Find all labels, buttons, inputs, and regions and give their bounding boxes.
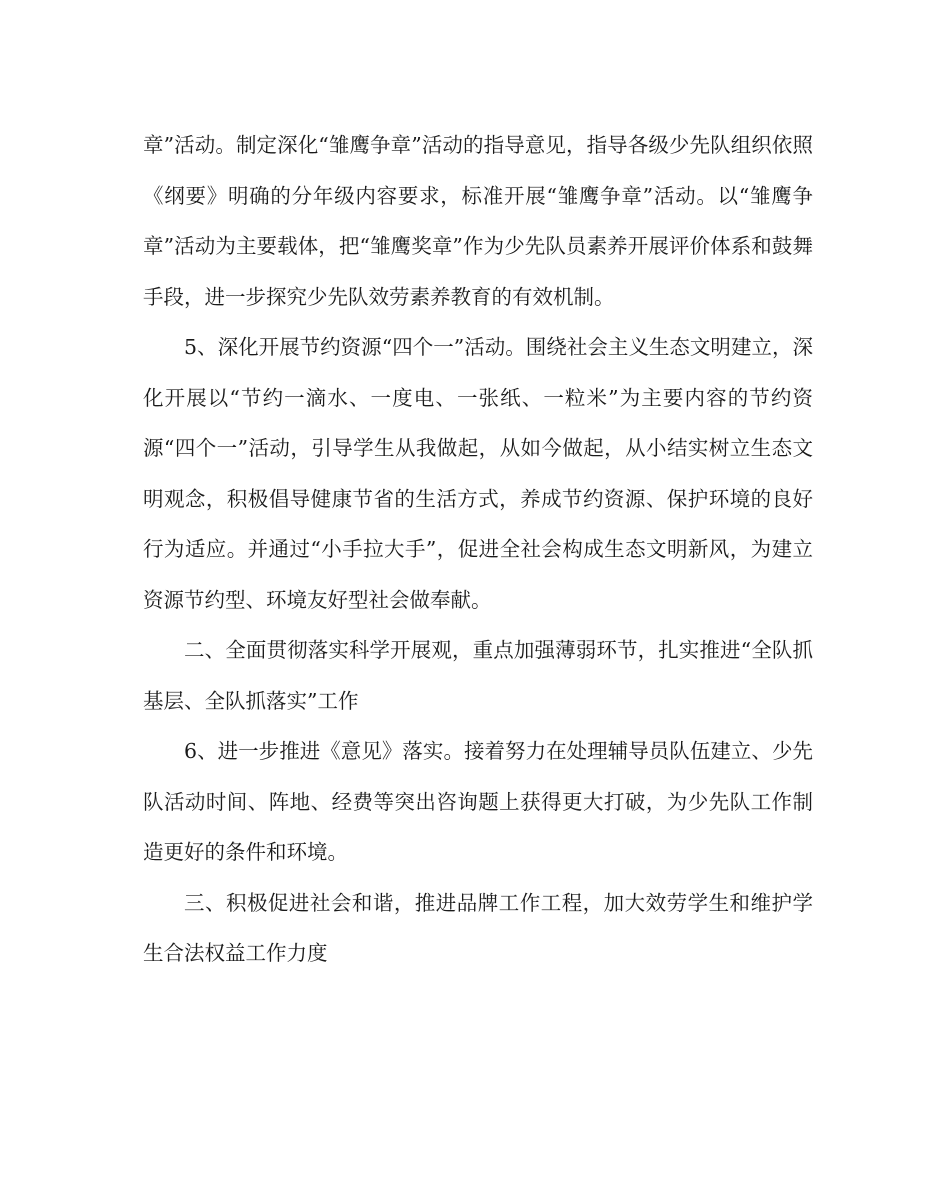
paragraph-item-6: 6、进一步推进《意见》落实。接着努力在处理辅导员队伍建立、少先队活动时间、阵地、经费等突出咨询题上获得更大打破，为少先队工作制造更好的条件和环境。 — [143, 739, 813, 864]
paragraph-item-5: 5、深化开展节约资源“四个一”活动。围绕社会主义生态文明建立，深化开展以“节约一滴水、一度电、一张纸、一粒米”为主要内容的节约资源“四个一”活动，引导学生从我做起，从如今做起，从小结实树立生态文明观念，积极倡导健康节省的生活方式，养成节约资源、保护环境的良好行为适应。并通过“小手拉大手”，促进全社会构成生态文明新风，为建立资源节约型、环境友好型社会做奉献。 — [143, 335, 813, 612]
section-heading-2: 二、全面贯彻落实科学开展观，重点加强薄弱环节，扎实推进“全队抓基层、全队抓落实”工作 — [143, 638, 813, 713]
section-heading-3: 三、积极促进社会和谐，推进品牌工作工程，加大效劳学生和维护学生合法权益工作力度 — [143, 890, 813, 965]
paragraph-zhang-activity: 章”活动。制定深化“雏鹰争章”活动的指导意见，指导各级少先队组织依照《纲要》明确的分年级内容要求，标准开展“雏鹰争章”活动。以“雏鹰争章”活动为主要载体，把“雏鹰奖章”作为少先队员素养开展评价体系和鼓舞手段，进一步探究少先队效劳素养教育的有效机制。 — [143, 133, 813, 309]
document-body — [143, 120, 813, 979]
